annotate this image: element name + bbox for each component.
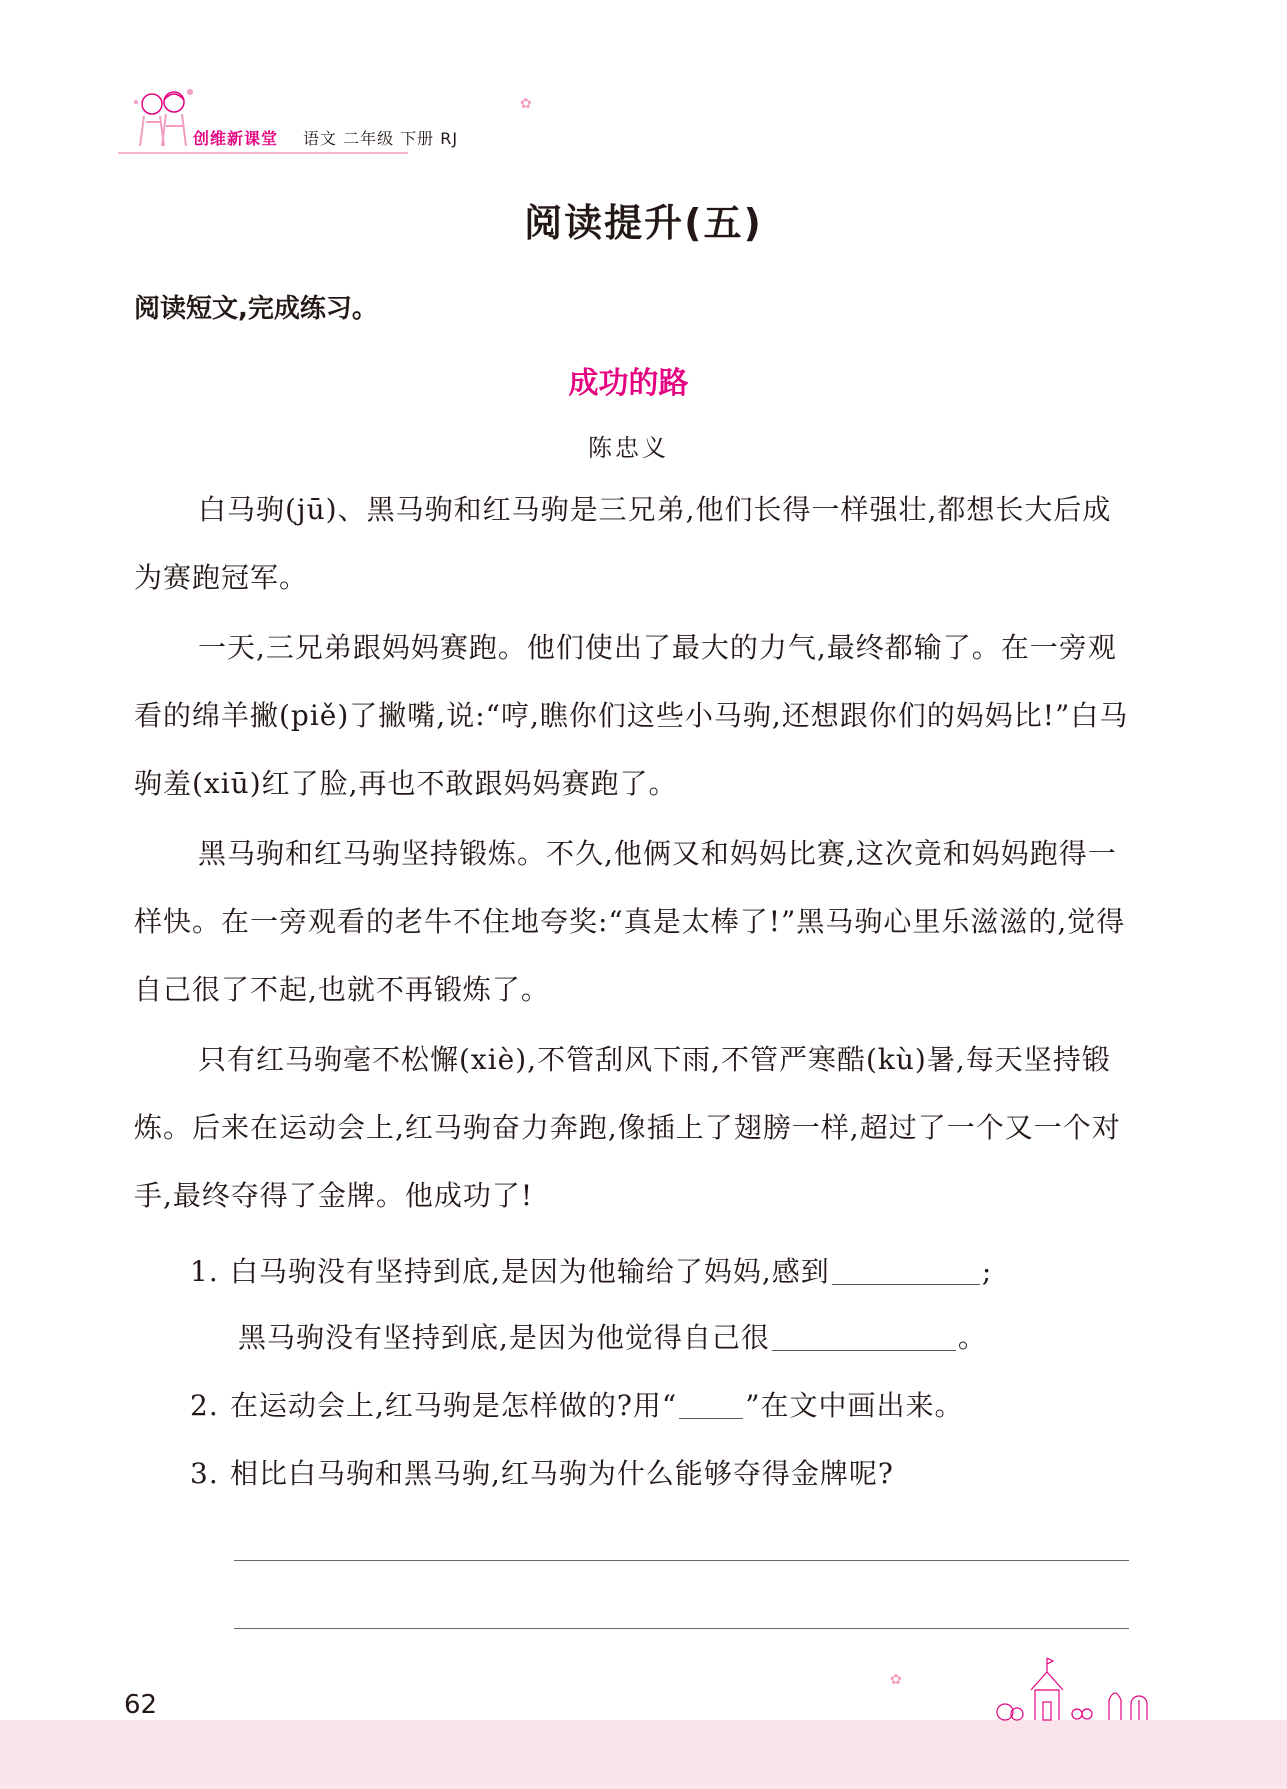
question-1-end-a: ; (981, 1255, 993, 1288)
story-author: 陈忠义 (588, 434, 669, 462)
answer-blank-1[interactable] (832, 1256, 980, 1285)
book-info: 语文 二年级 下册 RJ (303, 129, 459, 148)
story-title: 成功的路 (568, 366, 689, 401)
story-paragraph-1: 白马驹(jū)、黑马驹和红马驹是三兄弟,他们长得一样强壮,都想长大后成为赛跑冠军。 (134, 493, 1112, 594)
question-3-number: 3. (190, 1457, 219, 1490)
children-logo-icon (130, 82, 200, 152)
underline-sample (679, 1390, 743, 1419)
story-paragraph-4: 只有红马驹毫不松懈(xiè),不管刮风下雨,不管严寒酷(kù)暑,每天坚持锻炼。后来在运动会上,红马驹奋力奔跑,像插上了翅膀一样,超过了一个又一个对手,最终夺得了金牌。他成功了! (134, 1043, 1121, 1212)
question-3 (190, 1452, 894, 1492)
answer-line-2[interactable] (234, 1628, 1129, 1629)
page-title: 阅读提升(五) (524, 201, 763, 245)
flower-icon: ✿ (520, 96, 532, 112)
header-underline (118, 152, 408, 154)
footer-band (0, 1720, 1287, 1789)
question-2-text-a: 在运动会上,红马驹是怎样做的?用“ (230, 1389, 678, 1422)
page-header (118, 82, 538, 162)
question-1-line-1 (190, 1250, 992, 1290)
instruction: 阅读短文,完成练习。 (134, 294, 378, 324)
story-paragraph-2: 一天,三兄弟跟妈妈赛跑。他们使出了最大的力气,最终都输了。在一旁观看的绵羊撇(piě)了撇嘴,说:“哼,瞧你们这些小马驹,还想跟你们的妈妈比!”白马驹羞(xiū)红了脸,再也不敢跟妈妈赛跑了。 (134, 631, 1129, 800)
question-1-line-2 (238, 1316, 987, 1356)
question-3-text: 相比白马驹和黑马驹,红马驹为什么能够夺得金牌呢? (230, 1457, 894, 1490)
question-1-text-b: 黑马驹没有坚持到底,是因为他觉得自己很 (238, 1321, 770, 1354)
question-1-end-b: 。 (957, 1321, 987, 1354)
page-number: 62 (124, 1690, 158, 1720)
question-1-number: 1. (190, 1255, 219, 1288)
story-paragraph-3: 黑马驹和红马驹坚持锻炼。不久,他俩又和妈妈比赛,这次竟和妈妈跑得一样快。在一旁观看的老牛不住地夸奖:“真是太棒了!”黑马驹心里乐滋滋的,觉得自己很了不起,也就不再锻炼了。 (134, 837, 1126, 1006)
question-2-number: 2. (190, 1389, 219, 1422)
question-2-text-b: ”在文中画出来。 (745, 1389, 964, 1422)
question-2 (190, 1384, 964, 1424)
question-1-text-a: 白马驹没有坚持到底,是因为他输给了妈妈,感到 (230, 1255, 830, 1288)
flower-icon-footer: ✿ (890, 1672, 902, 1688)
answer-blank-2[interactable] (772, 1322, 956, 1351)
brand-name: 创维新课堂 (193, 129, 279, 148)
answer-line-1[interactable] (234, 1560, 1129, 1561)
castle-trees-icon (985, 1650, 1165, 1722)
